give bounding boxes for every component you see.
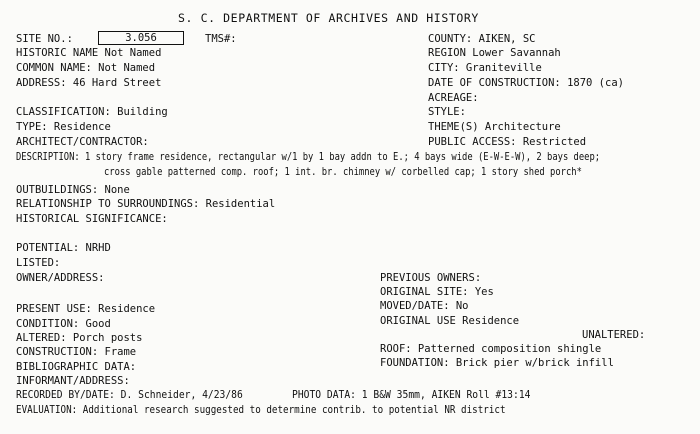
address: ADDRESS: 46 Hard Street	[16, 77, 162, 89]
outbuildings: OUTBUILDINGS: None	[16, 184, 130, 196]
style: STYLE:	[428, 106, 466, 118]
bibliographic-data: BIBLIOGRAPHIC DATA:	[16, 361, 137, 373]
foundation: FOUNDATION: Brick pier w/brick infill	[380, 357, 614, 369]
date-of-construction: DATE OF CONSTRUCTION: 1870 (ca)	[428, 77, 624, 89]
description-line-1: DESCRIPTION: 1 story frame residence, rectangular w/1 by 1 bay addn to E.; 4 bays wide (E-W-E-W), 2 bays deep;	[16, 151, 601, 163]
historic-name: HISTORIC NAME Not Named	[16, 47, 162, 59]
themes: THEME(S) Architecture	[428, 121, 561, 133]
listed: LISTED:	[16, 257, 61, 269]
previous-owners: PREVIOUS OWNERS:	[380, 272, 482, 284]
present-use: PRESENT USE: Residence	[16, 303, 156, 315]
historical-significance: HISTORICAL SIGNIFICANCE:	[16, 213, 168, 225]
site-no-box	[98, 31, 184, 45]
city: CITY: Graniteville	[428, 62, 542, 74]
recorded-by-date: RECORDED BY/DATE: D. Schneider, 4/23/86	[16, 389, 243, 401]
unaltered: UNALTERED:	[582, 329, 646, 341]
common-name: COMMON NAME: Not Named	[16, 62, 156, 74]
evaluation: EVALUATION: Additional research suggested to determine contrib. to potential NR district	[16, 404, 506, 416]
description-line-2: cross gable patterned comp. roof; 1 int. br. chimney w/ corbelled cap; 1 story shed porch*	[104, 166, 582, 178]
type: TYPE: Residence	[16, 121, 111, 133]
public-access: PUBLIC ACCESS: Restricted	[428, 136, 587, 148]
roof: ROOF: Patterned composition shingle	[380, 343, 602, 355]
classification: CLASSIFICATION: Building	[16, 106, 168, 118]
altered: ALTERED: Porch posts	[16, 332, 143, 344]
moved-date: MOVED/DATE: No	[380, 300, 469, 312]
region: REGION Lower Savannah	[428, 47, 561, 59]
tms-label: TMS#:	[205, 33, 237, 45]
informant-address: INFORMANT/ADDRESS:	[16, 375, 130, 387]
owner-address: OWNER/ADDRESS:	[16, 272, 105, 284]
construction: CONSTRUCTION: Frame	[16, 346, 137, 358]
photo-data: PHOTO DATA: 1 B&W 35mm, AIKEN Roll #13:14	[292, 389, 531, 401]
acreage: ACREAGE:	[428, 92, 479, 104]
card-title: S. C. DEPARTMENT OF ARCHIVES AND HISTORY	[178, 11, 479, 25]
architect-contractor: ARCHITECT/CONTRACTOR:	[16, 136, 149, 148]
relationship-to-surroundings: RELATIONSHIP TO SURROUNDINGS: Residential	[16, 198, 276, 210]
potential: POTENTIAL: NRHD	[16, 242, 111, 254]
original-site: ORIGINAL SITE: Yes	[380, 286, 494, 298]
site-no-value: 3.056	[125, 32, 157, 44]
site-no-label: SITE NO.:	[16, 33, 73, 45]
county: COUNTY: AIKEN, SC	[428, 33, 536, 45]
original-use: ORIGINAL USE Residence	[380, 315, 520, 327]
condition: CONDITION: Good	[16, 318, 111, 330]
